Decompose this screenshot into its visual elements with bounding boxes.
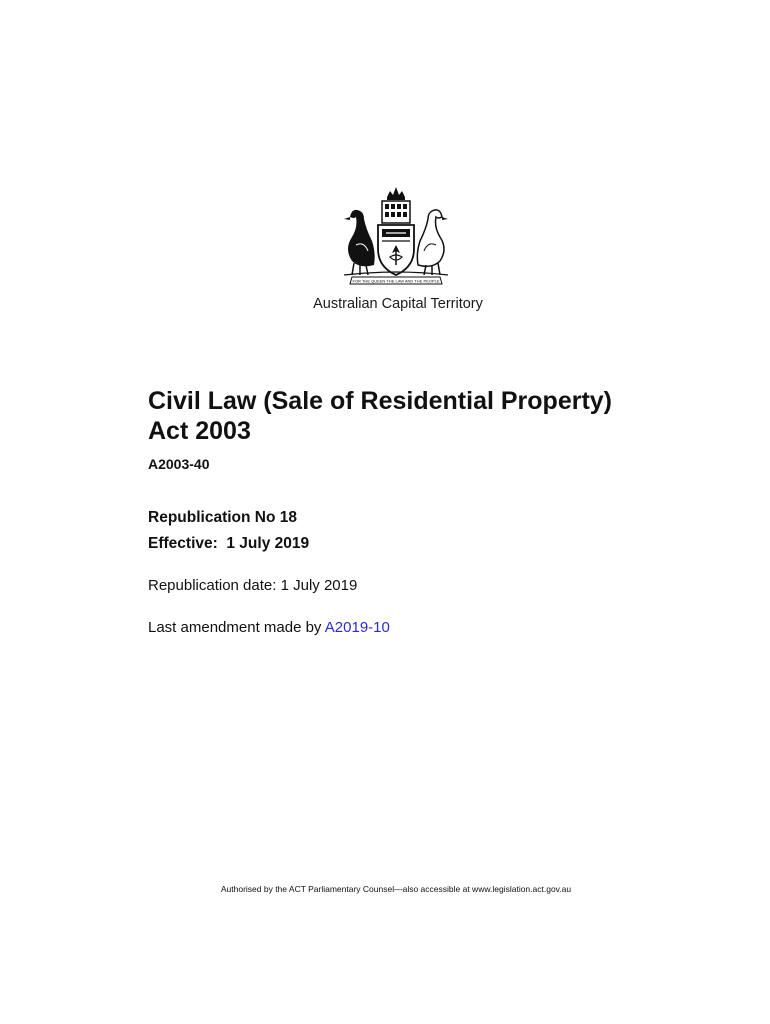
svg-text:FOR THE QUEEN THE LAW AND THE: FOR THE QUEEN THE LAW AND THE PEOPLE (352, 278, 440, 284)
castle-icon (382, 201, 410, 223)
crown-icon (387, 187, 405, 200)
shield-icon (378, 225, 414, 275)
act-title-line-2: Act 2003 (148, 417, 251, 445)
last-amendment-prefix: Last amendment made by (148, 619, 325, 636)
white-swan-icon (417, 210, 448, 275)
act-title-line-1: Civil Law (Sale of Residential Property) (148, 387, 613, 415)
motto-scroll (350, 277, 442, 284)
jurisdiction-label: Australian Capital Territory (313, 296, 483, 312)
republication-date: Republication date: 1 July 2019 (148, 577, 358, 594)
footer-authorisation: Authorised by the ACT Parliamentary Counsel—also accessible at www.legislation.act.gov.au (220, 884, 572, 894)
last-amendment-link[interactable]: A2019-10 (324, 619, 390, 636)
last-amendment (148, 619, 390, 636)
act-title (148, 386, 612, 446)
effective-date: Effective: 1 July 2019 (148, 535, 310, 552)
republication-number: Republication No 18 (148, 509, 297, 526)
black-swan-icon (344, 210, 375, 275)
act-coat-of-arms-icon (330, 183, 462, 289)
act-number: A2003-40 (148, 456, 210, 472)
